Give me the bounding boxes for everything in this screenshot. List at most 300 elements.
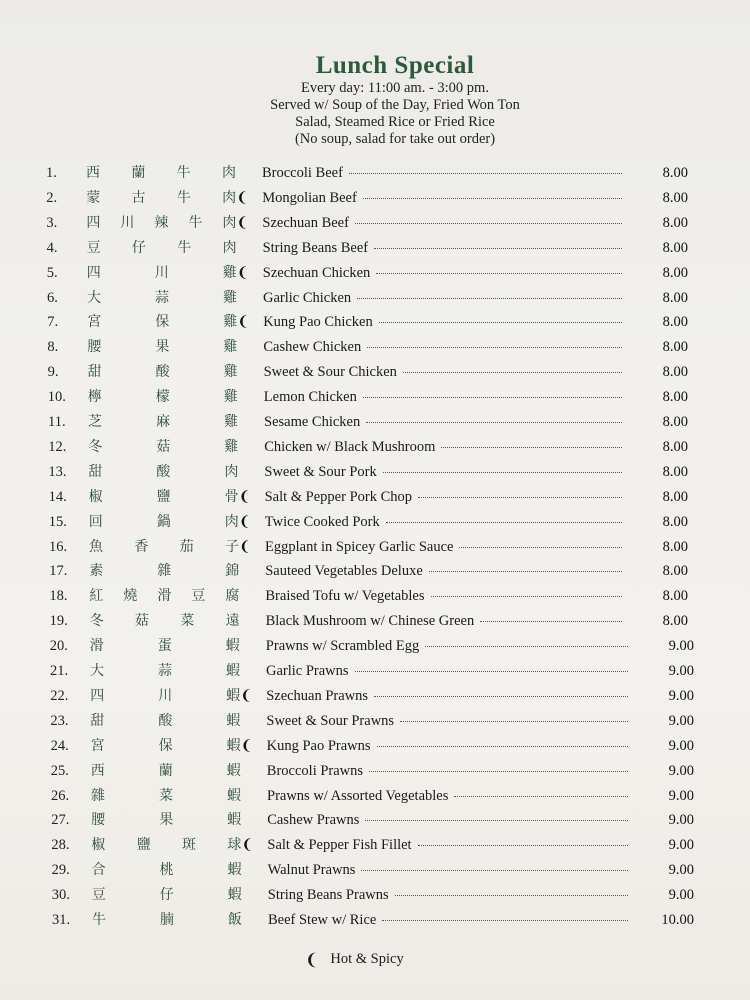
item-price: 8.00 <box>662 613 688 630</box>
item-chinese-name <box>91 735 241 755</box>
leader-dots <box>379 322 622 323</box>
menu-item <box>47 287 688 309</box>
item-price: 9.00 <box>668 712 694 729</box>
item-number: 28. <box>51 837 70 854</box>
subtitle-note: (No soup, salad for take out order) <box>294 131 496 147</box>
item-english-name: Mongolian Beef <box>262 189 357 206</box>
item-number: 6. <box>47 289 58 306</box>
menu-item <box>47 262 688 284</box>
chinese-character: 腩 <box>160 912 174 928</box>
chinese-character: 甜 <box>88 463 103 480</box>
leader-dots <box>418 845 628 846</box>
item-english-name: Kung Pao Prawns <box>266 737 371 754</box>
subtitle-hours: Every day: 11:00 am. - 3:00 pm. <box>301 80 489 96</box>
chinese-character: 蝦 <box>226 737 241 754</box>
leader-dots <box>395 895 628 896</box>
item-price: 8.00 <box>662 538 688 555</box>
item-number: 22. <box>50 687 69 704</box>
menu-item <box>51 760 694 782</box>
chili-pepper-icon: ❨ <box>236 189 248 206</box>
chinese-character: 宮 <box>87 314 102 331</box>
chinese-character: 甜 <box>90 712 105 729</box>
chinese-character: 雞 <box>223 339 238 356</box>
chinese-character: 雞 <box>223 289 237 306</box>
item-number: 18. <box>49 588 68 605</box>
item-price: 9.00 <box>668 837 694 854</box>
chinese-character: 四 <box>86 214 101 231</box>
leader-dots <box>429 571 622 572</box>
chinese-character: 辣 <box>154 214 169 231</box>
item-chinese-name <box>90 660 240 680</box>
chinese-character: 蘭 <box>158 762 173 779</box>
menu-item <box>52 884 694 906</box>
chili-pepper-icon: ❨ <box>240 737 253 754</box>
item-price: 8.00 <box>662 389 688 406</box>
item-price: 8.00 <box>662 239 688 256</box>
chinese-character: 牛 <box>177 239 192 256</box>
chinese-character: 雞 <box>224 438 239 455</box>
item-chinese-name <box>91 809 241 829</box>
item-chinese-name <box>87 262 237 282</box>
item-chinese-name <box>88 461 238 481</box>
item-english-name: Sesame Chicken <box>264 414 361 430</box>
item-english-name: Chicken w/ Black Mushroom <box>264 438 436 455</box>
item-chinese-name <box>88 386 238 406</box>
chinese-character: 球 <box>227 837 242 854</box>
chinese-character: 回 <box>88 513 103 530</box>
leader-dots <box>374 248 622 249</box>
item-number: 25. <box>50 762 69 779</box>
item-english-name: String Beans Prawns <box>267 887 389 904</box>
leader-dots <box>376 273 622 274</box>
chinese-character: 酸 <box>156 463 171 480</box>
menu-item <box>46 162 688 184</box>
item-price: 8.00 <box>662 214 688 231</box>
item-number: 8. <box>47 339 59 356</box>
leader-dots <box>403 372 622 373</box>
item-number: 1. <box>46 165 57 181</box>
item-english-name: Sweet & Sour Prawns <box>266 712 395 729</box>
item-english-name: Szechuan Prawns <box>266 687 369 704</box>
item-chinese-name <box>86 162 236 182</box>
chinese-character: 肉 <box>221 165 236 181</box>
leader-dots <box>355 671 628 672</box>
menu-item <box>50 635 694 657</box>
menu-item <box>48 436 688 458</box>
item-chinese-name <box>89 536 239 556</box>
chinese-character: 檬 <box>155 389 170 406</box>
chinese-character: 雜 <box>157 563 172 580</box>
item-price: 8.00 <box>662 264 688 281</box>
chinese-character: 合 <box>91 862 106 879</box>
chili-pepper-icon: ❨ <box>305 950 319 969</box>
item-price: 8.00 <box>662 364 688 381</box>
chili-pepper-icon: ❨ <box>236 214 249 231</box>
chinese-character: 腰 <box>87 339 102 356</box>
chinese-character: 鹽 <box>156 488 171 505</box>
item-price: 8.00 <box>662 339 688 356</box>
chinese-character: 檸 <box>87 389 102 406</box>
item-number: 23. <box>50 712 69 729</box>
leader-dots <box>459 547 622 548</box>
chinese-character: 雜 <box>91 787 105 804</box>
chinese-character: 保 <box>158 737 173 754</box>
chinese-character: 滑 <box>89 638 104 655</box>
leader-dots <box>386 522 622 523</box>
subtitle-served: Served w/ Soup of the Day, Fried Won Ton <box>270 97 520 113</box>
chinese-character: 豆 <box>91 887 106 904</box>
chinese-character: 茄 <box>179 538 194 555</box>
chinese-character: 菜 <box>159 787 173 804</box>
chinese-character: 芝 <box>88 414 102 430</box>
item-english-name: Braised Tofu w/ Vegetables <box>265 588 425 605</box>
chinese-character: 蝦 <box>225 638 240 655</box>
item-price: 8.00 <box>662 438 688 455</box>
chinese-character: 四 <box>90 687 105 704</box>
item-english-name: Broccoli Beef <box>262 165 343 181</box>
menu-item <box>48 411 688 433</box>
chinese-character: 鹽 <box>136 837 151 854</box>
item-english-name: Cashew Prawns <box>267 812 360 829</box>
item-number: 31. <box>52 912 71 928</box>
item-number: 27. <box>51 812 70 829</box>
chinese-character: 雞 <box>223 314 238 331</box>
leader-dots <box>383 472 622 473</box>
menu-header <box>0 52 750 148</box>
chinese-character: 蝦 <box>226 687 241 704</box>
leader-dots <box>400 721 628 722</box>
leader-dots <box>431 596 622 597</box>
item-chinese-name <box>87 237 237 257</box>
item-chinese-name <box>92 909 242 929</box>
item-price: 9.00 <box>668 887 694 904</box>
item-number: 5. <box>46 264 58 281</box>
chinese-character: 鍋 <box>156 513 171 530</box>
chili-pepper-icon: ❨ <box>240 687 252 704</box>
item-chinese-name <box>89 511 239 531</box>
leader-dots <box>425 646 628 647</box>
item-price: 8.00 <box>662 189 688 206</box>
item-number: 17. <box>49 563 68 580</box>
chinese-character: 菇 <box>134 613 149 630</box>
item-chinese-name <box>89 560 239 580</box>
chinese-character: 仔 <box>159 887 174 904</box>
item-english-name: String Beans Beef <box>262 239 369 256</box>
item-english-name: Sauteed Vegetables Deluxe <box>265 563 423 580</box>
item-number: 3. <box>46 214 58 231</box>
item-chinese-name <box>90 635 240 655</box>
menu-item <box>50 685 694 707</box>
leader-dots <box>441 447 622 448</box>
chinese-character: 遠 <box>225 613 240 630</box>
item-price: 8.00 <box>662 165 688 181</box>
leader-dots <box>361 870 628 871</box>
chinese-character: 紅 <box>89 588 104 605</box>
chinese-character: 蝦 <box>227 887 242 904</box>
chinese-character: 川 <box>120 214 135 231</box>
chinese-character: 豆 <box>191 588 206 605</box>
item-number: 16. <box>49 538 68 555</box>
item-english-name: Salt & Pepper Pork Chop <box>264 488 413 505</box>
chinese-character: 牛 <box>188 214 203 231</box>
chinese-character: 蝦 <box>226 663 240 679</box>
chinese-character: 滑 <box>157 588 172 605</box>
item-chinese-name <box>91 785 241 805</box>
item-price: 8.00 <box>662 513 688 530</box>
menu-item <box>51 834 694 856</box>
item-price: 9.00 <box>668 638 694 655</box>
item-english-name: Twice Cooked Pork <box>264 513 380 530</box>
item-number: 21. <box>50 663 69 679</box>
chinese-character: 菜 <box>180 613 195 630</box>
chinese-character: 雞 <box>222 264 237 281</box>
chinese-character: 冬 <box>89 613 104 630</box>
chinese-character: 椒 <box>88 488 103 505</box>
menu-item <box>50 710 694 732</box>
leader-dots <box>369 771 628 772</box>
menu-item <box>51 785 694 807</box>
menu-item <box>50 660 694 682</box>
item-price: 9.00 <box>668 663 694 679</box>
item-english-name: Garlic Chicken <box>263 289 352 306</box>
menu-item <box>47 336 688 358</box>
item-number: 29. <box>51 862 70 879</box>
chinese-character: 牛 <box>92 912 106 928</box>
item-price: 9.00 <box>668 737 694 754</box>
item-number: 14. <box>48 488 67 505</box>
chinese-character: 肉 <box>224 513 239 530</box>
chinese-character: 蝦 <box>226 762 241 779</box>
item-number: 7. <box>47 314 59 331</box>
chili-pepper-icon: ❨ <box>236 264 249 281</box>
chili-pepper-icon: ❨ <box>238 488 251 505</box>
legend <box>305 950 404 969</box>
leader-dots <box>418 497 622 498</box>
item-number: 15. <box>48 513 67 530</box>
leader-dots <box>363 397 622 398</box>
item-english-name: Lemon Chicken <box>263 389 357 406</box>
leader-dots <box>454 796 628 797</box>
item-chinese-name <box>86 187 236 207</box>
menu-item <box>48 386 688 408</box>
chinese-character: 仔 <box>131 239 146 256</box>
chinese-character: 錦 <box>225 563 240 580</box>
chinese-character: 雞 <box>223 364 238 381</box>
chinese-character: 蒜 <box>155 289 169 306</box>
chinese-character: 蘭 <box>131 165 146 181</box>
chinese-character: 蛋 <box>157 638 172 655</box>
item-english-name: Szechuan Beef <box>262 214 349 231</box>
item-number: 13. <box>48 463 67 480</box>
chinese-character: 腐 <box>225 588 240 605</box>
menu-item <box>49 585 688 607</box>
chinese-character: 肉 <box>222 189 237 206</box>
chinese-character: 肉 <box>222 214 237 231</box>
leader-dots <box>480 621 622 622</box>
item-english-name: Broccoli Prawns <box>266 762 364 779</box>
chinese-character: 古 <box>131 189 146 206</box>
leader-dots <box>366 422 622 423</box>
chinese-character: 雞 <box>223 389 238 406</box>
item-price: 8.00 <box>662 414 688 430</box>
item-price: 9.00 <box>668 862 694 879</box>
leader-dots <box>367 347 622 348</box>
menu-item <box>52 859 694 881</box>
chinese-character: 蒙 <box>86 189 101 206</box>
chinese-character: 大 <box>87 289 101 306</box>
item-chinese-name <box>91 760 241 780</box>
chinese-character: 飯 <box>228 912 242 928</box>
item-price: 9.00 <box>668 762 694 779</box>
chinese-character: 素 <box>89 563 104 580</box>
item-number: 10. <box>47 389 66 406</box>
item-chinese-name <box>90 610 240 630</box>
item-number: 2. <box>46 189 58 206</box>
item-english-name: Salt & Pepper Fish Fillet <box>267 837 412 854</box>
leader-dots <box>365 820 628 821</box>
chinese-character: 酸 <box>155 364 170 381</box>
item-price: 8.00 <box>662 563 688 580</box>
chinese-character: 牛 <box>176 165 191 181</box>
item-chinese-name <box>92 884 242 904</box>
chinese-character: 果 <box>155 339 170 356</box>
item-number: 30. <box>51 887 70 904</box>
menu-item <box>50 610 688 632</box>
chinese-character: 桃 <box>159 862 174 879</box>
item-english-name: Walnut Prawns <box>267 862 356 879</box>
item-number: 26. <box>51 787 70 804</box>
menu-item <box>48 461 688 483</box>
chinese-character: 肉 <box>222 239 237 256</box>
leader-dots <box>357 298 622 299</box>
chinese-character: 豆 <box>86 239 101 256</box>
chinese-character: 雞 <box>224 414 238 430</box>
item-chinese-name <box>88 411 238 431</box>
chinese-character: 甜 <box>87 364 102 381</box>
chinese-character: 四 <box>86 264 101 281</box>
item-price: 8.00 <box>662 588 688 605</box>
item-chinese-name <box>90 710 240 730</box>
legend-label: Hot & Spicy <box>330 951 404 967</box>
menu-item <box>48 361 688 383</box>
leader-dots <box>374 696 628 697</box>
item-english-name: Cashew Chicken <box>263 339 362 356</box>
item-english-name: Prawns w/ Scrambled Egg <box>265 638 420 655</box>
chinese-character: 大 <box>90 663 104 679</box>
chili-pepper-icon: ❨ <box>238 513 251 530</box>
chinese-character: 骨 <box>224 488 239 505</box>
item-chinese-name <box>92 859 242 879</box>
leader-dots <box>355 223 622 224</box>
item-chinese-name <box>89 486 239 506</box>
chinese-character: 酸 <box>158 712 173 729</box>
chinese-character: 椒 <box>91 837 106 854</box>
menu-item <box>49 536 688 558</box>
chinese-character: 肉 <box>224 463 239 480</box>
chinese-character: 蝦 <box>227 862 242 879</box>
item-number: 20. <box>49 638 68 655</box>
chili-pepper-icon: ❨ <box>239 538 251 555</box>
item-english-name: Szechuan Chicken <box>262 264 371 281</box>
chinese-character: 川 <box>158 687 173 704</box>
item-number: 19. <box>49 613 68 630</box>
item-number: 11. <box>48 414 66 430</box>
menu-item <box>52 909 694 931</box>
chinese-character: 子 <box>224 538 239 555</box>
item-english-name: Garlic Prawns <box>266 663 349 679</box>
chinese-character: 斑 <box>182 837 197 854</box>
item-price: 8.00 <box>662 289 688 306</box>
chinese-character: 蒜 <box>158 663 172 679</box>
menu-item <box>49 511 688 533</box>
item-chinese-name <box>89 585 239 605</box>
item-english-name: Prawns w/ Assorted Vegetables <box>267 787 449 804</box>
item-price: 8.00 <box>662 463 688 480</box>
item-price: 9.00 <box>668 812 694 829</box>
menu-item <box>47 237 688 259</box>
menu-item <box>47 311 688 333</box>
chinese-character: 蝦 <box>226 712 241 729</box>
menu-item <box>51 809 694 831</box>
item-price: 10.00 <box>661 912 694 928</box>
leader-dots <box>363 198 622 199</box>
menu-item <box>51 735 694 757</box>
menu-item <box>46 212 688 234</box>
menu-item <box>49 486 688 508</box>
chinese-character: 宮 <box>90 737 105 754</box>
menu-item <box>49 560 688 582</box>
chinese-character: 西 <box>86 165 100 181</box>
item-number: 12. <box>48 438 67 455</box>
menu-item <box>46 187 688 209</box>
item-number: 24. <box>50 737 69 754</box>
chinese-character: 香 <box>134 538 149 555</box>
item-english-name: Sweet & Sour Pork <box>264 463 377 480</box>
chinese-character: 保 <box>155 314 170 331</box>
chili-pepper-icon: ❨ <box>241 837 254 854</box>
item-chinese-name <box>88 436 238 456</box>
chinese-character: 燒 <box>123 588 138 605</box>
item-chinese-name <box>91 834 241 854</box>
chinese-character: 牛 <box>176 189 191 206</box>
item-english-name: Kung Pao Chicken <box>263 314 373 331</box>
item-english-name: Black Mushroom w/ Chinese Green <box>265 613 475 630</box>
item-price: 9.00 <box>668 787 694 804</box>
item-english-name: Sweet & Sour Chicken <box>263 364 397 381</box>
chinese-character: 川 <box>154 264 169 281</box>
chinese-character: 冬 <box>88 438 103 455</box>
item-number: 9. <box>47 364 59 381</box>
item-number: 4. <box>46 239 58 256</box>
leader-dots <box>349 173 622 174</box>
chinese-character: 腰 <box>91 812 106 829</box>
item-chinese-name <box>87 336 237 356</box>
item-price: 8.00 <box>662 488 688 505</box>
chinese-character: 麻 <box>156 414 170 430</box>
chinese-character: 菇 <box>156 438 171 455</box>
leader-dots <box>377 746 628 747</box>
chinese-character: 果 <box>159 812 174 829</box>
chinese-character: 蝦 <box>227 787 241 804</box>
item-chinese-name <box>87 311 237 331</box>
item-english-name: Beef Stew w/ Rice <box>268 912 377 928</box>
leader-dots <box>382 920 628 921</box>
chinese-character: 魚 <box>89 538 103 555</box>
chinese-character: 西 <box>90 762 105 779</box>
item-price: 8.00 <box>662 314 688 331</box>
subtitle-sides: Salad, Steamed Rice or Fried Rice <box>295 114 495 130</box>
item-chinese-name <box>88 361 238 381</box>
